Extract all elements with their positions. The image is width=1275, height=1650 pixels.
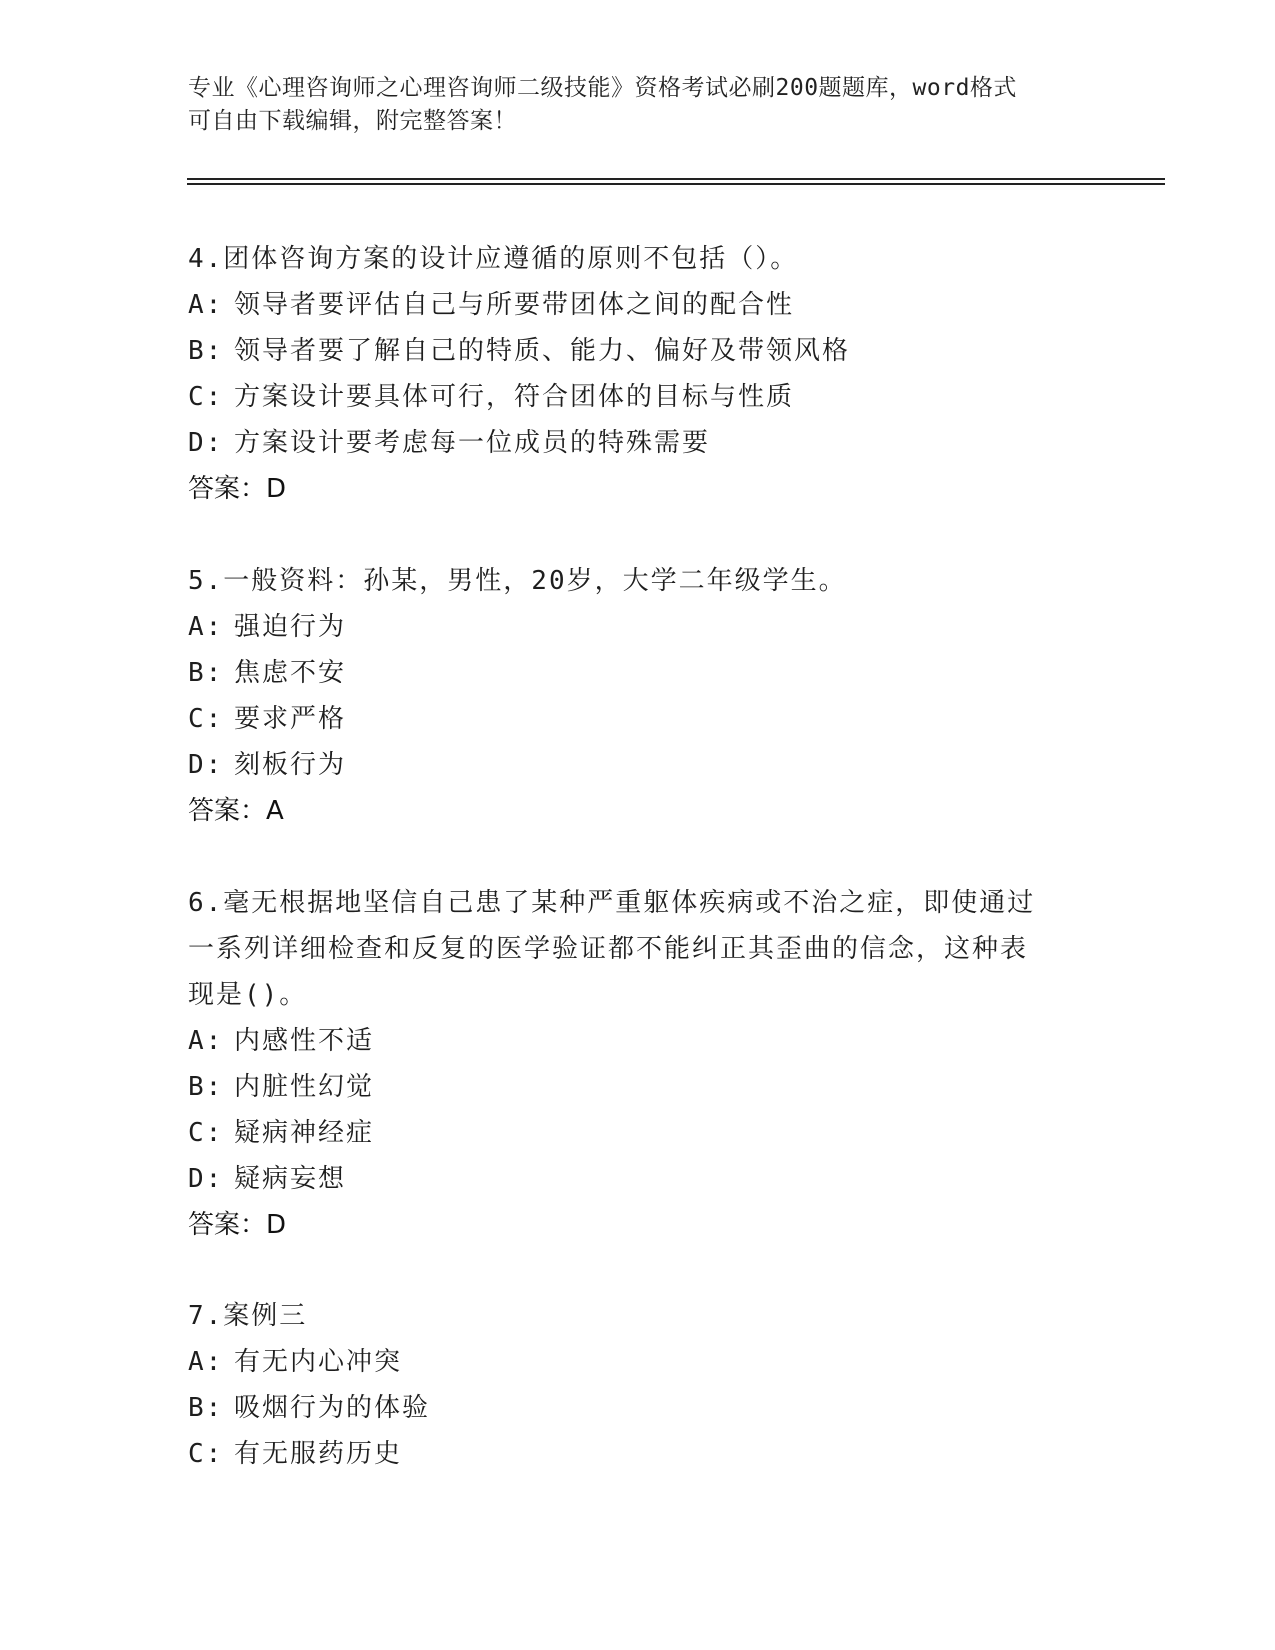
- option-key: C:: [188, 1118, 224, 1148]
- option-c: [188, 1110, 1068, 1156]
- option-b: [188, 1385, 1068, 1431]
- document-header: [188, 72, 1068, 138]
- question-stem-line: 一系列详细检查和反复的医学验证都不能纠正其歪曲的信念，这种表: [188, 934, 1029, 964]
- option-key: A:: [188, 1347, 224, 1377]
- question-stem-line: 现是()。: [188, 980, 308, 1010]
- question-stem: 7.案例三: [188, 1301, 308, 1331]
- option-d: [188, 420, 1068, 466]
- question-stem-line: 6.毫无根据地坚信自己患了某种严重躯体疾病或不治之症，即使通过: [188, 888, 1036, 918]
- question-stem: 4.团体咨询方案的设计应遵循的原则不包括（）。: [188, 244, 799, 274]
- header-line-1: 专业《心理咨询师之心理咨询师二级技能》资格考试必刷200题题库，word格式: [188, 75, 1017, 101]
- option-key: B:: [188, 658, 224, 688]
- option-a: [188, 604, 1068, 650]
- option-key: D:: [188, 428, 224, 458]
- option-key: B:: [188, 1393, 224, 1423]
- option-text: 领导者要评估自己与所要带团体之间的配合性: [234, 290, 795, 320]
- option-a: [188, 282, 1068, 328]
- option-key: B:: [188, 336, 224, 366]
- option-d: [188, 742, 1068, 788]
- option-key: C:: [188, 704, 224, 734]
- option-text: 方案设计要考虑每一位成员的特殊需要: [234, 428, 711, 458]
- option-text: 疑病神经症: [234, 1118, 375, 1148]
- option-key: C:: [188, 382, 224, 412]
- question-stem: 5.一般资料：孙某，男性，20岁，大学二年级学生。: [188, 566, 847, 596]
- option-text: 有无内心冲突: [234, 1347, 403, 1377]
- option-a: [188, 1339, 1068, 1385]
- option-key: A:: [188, 1026, 224, 1056]
- option-text: 领导者要了解自己的特质、能力、偏好及带领风格: [234, 336, 851, 366]
- option-text: 刻板行为: [234, 750, 347, 780]
- answer-text: 答案：D: [188, 474, 287, 504]
- option-key: D:: [188, 1164, 224, 1194]
- option-text: 方案设计要具体可行，符合团体的目标与性质: [234, 382, 795, 412]
- option-text: 吸烟行为的体验: [234, 1393, 431, 1423]
- option-text: 内感性不适: [234, 1026, 375, 1056]
- option-a: [188, 1018, 1068, 1064]
- option-c: [188, 1431, 1068, 1477]
- header-line-2: 可自由下载编辑，附完整答案！: [188, 108, 517, 134]
- question-4: [188, 236, 1068, 512]
- option-text: 强迫行为: [234, 612, 347, 642]
- option-key: B:: [188, 1072, 224, 1102]
- answer-text: 答案：A: [188, 796, 284, 826]
- option-b: [188, 650, 1068, 696]
- option-key: A:: [188, 612, 224, 642]
- option-key: C:: [188, 1439, 224, 1469]
- option-c: [188, 374, 1068, 420]
- option-c: [188, 696, 1068, 742]
- option-key: A:: [188, 290, 224, 320]
- option-text: 焦虑不安: [234, 658, 347, 688]
- answer-text: 答案：D: [188, 1210, 287, 1240]
- header-divider-top: [187, 178, 1165, 180]
- option-b: [188, 328, 1068, 374]
- option-text: 要求严格: [234, 704, 347, 734]
- option-d: [188, 1156, 1068, 1202]
- option-text: 内脏性幻觉: [234, 1072, 375, 1102]
- option-key: D:: [188, 750, 224, 780]
- option-text: 有无服药历史: [234, 1439, 403, 1469]
- question-7: [188, 1293, 1068, 1477]
- question-6: [188, 880, 1068, 1248]
- option-b: [188, 1064, 1068, 1110]
- header-divider-bottom: [187, 183, 1165, 185]
- question-5: [188, 558, 1068, 834]
- option-text: 疑病妄想: [234, 1164, 347, 1194]
